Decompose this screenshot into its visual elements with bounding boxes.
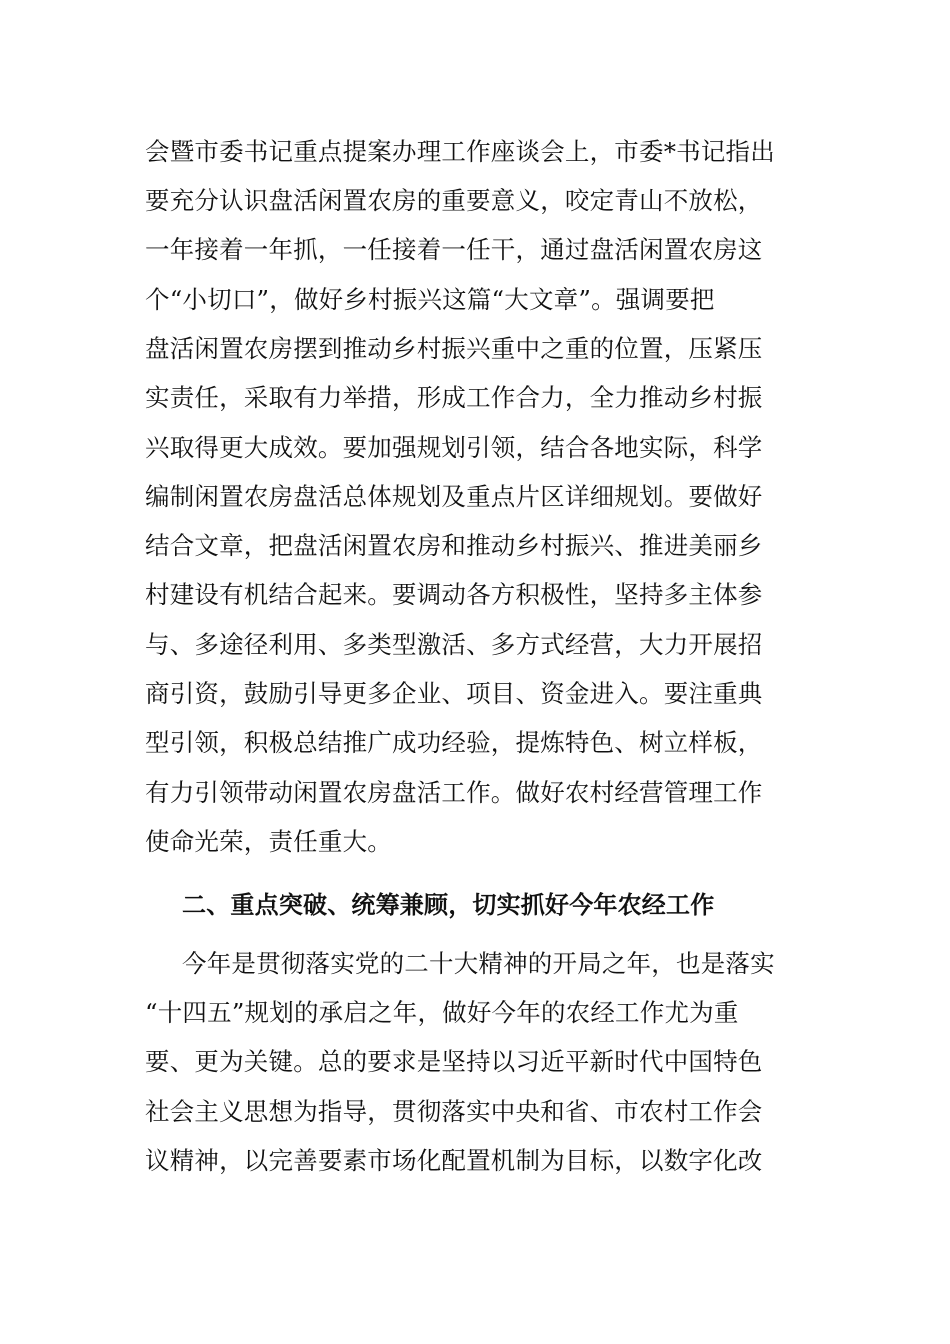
body-text-line: 有力引领带动闲置农房盘活工作。做好农村经营管理工作 bbox=[145, 778, 763, 807]
body-text-line: 社会主义思想为指导，贯彻落实中央和省、市农村工作会 bbox=[145, 1097, 763, 1126]
body-text-line: 要、更为关键。总的要求是坚持以习近平新时代中国特色 bbox=[145, 1047, 763, 1076]
body-text-line: 今年是贯彻落实党的二十大精神的开局之年，也是落实 bbox=[182, 949, 775, 978]
body-text-line: 使命光荣，责任重大。 bbox=[145, 827, 392, 856]
body-text-line: 要充分认识盘活闲置农房的重要意义，咬定青山不放松， bbox=[145, 186, 763, 215]
body-text-line: 个“小切口”，做好乡村振兴这篇“大文章”。强调要把 bbox=[145, 285, 715, 314]
body-text-line: 编制闲置农房盘活总体规划及重点片区详细规划。要做好 bbox=[145, 482, 763, 511]
body-text-line: 商引资，鼓励引导更多企业、项目、资金进入。要注重典 bbox=[145, 679, 763, 708]
body-text-line: 型引领，积极总结推广成功经验，提炼特色、树立样板， bbox=[145, 728, 763, 757]
body-text-line: 一年接着一年抓，一任接着一任干，通过盘活闲置农房这 bbox=[145, 235, 763, 264]
section-heading: 二、重点突破、统筹兼顾，切实抓好今年农经工作 bbox=[182, 891, 715, 919]
body-text-line: 会暨市委书记重点提案办理工作座谈会上，市委*书记指出 bbox=[145, 137, 775, 166]
body-text-line: “十四五”规划的承启之年，做好今年的农经工作尤为重 bbox=[145, 998, 739, 1027]
body-text-line: 村建设有机结合起来。要调动各方积极性，坚持多主体参 bbox=[145, 580, 763, 609]
body-text-line: 兴取得更大成效。要加强规划引领，结合各地实际，科学 bbox=[145, 433, 763, 462]
body-text-line: 议精神，以完善要素市场化配置机制为目标，以数字化改 bbox=[145, 1146, 763, 1175]
body-text-line: 盘活闲置农房摆到推动乡村振兴重中之重的位置，压紧压 bbox=[145, 334, 763, 363]
body-text-line: 实责任，采取有力举措，形成工作合力，全力推动乡村振 bbox=[145, 383, 763, 412]
body-text-line: 与、多途径利用、多类型激活、多方式经营，大力开展招 bbox=[145, 630, 763, 659]
body-text-line: 结合文章，把盘活闲置农房和推动乡村振兴、推进美丽乡 bbox=[145, 531, 763, 560]
